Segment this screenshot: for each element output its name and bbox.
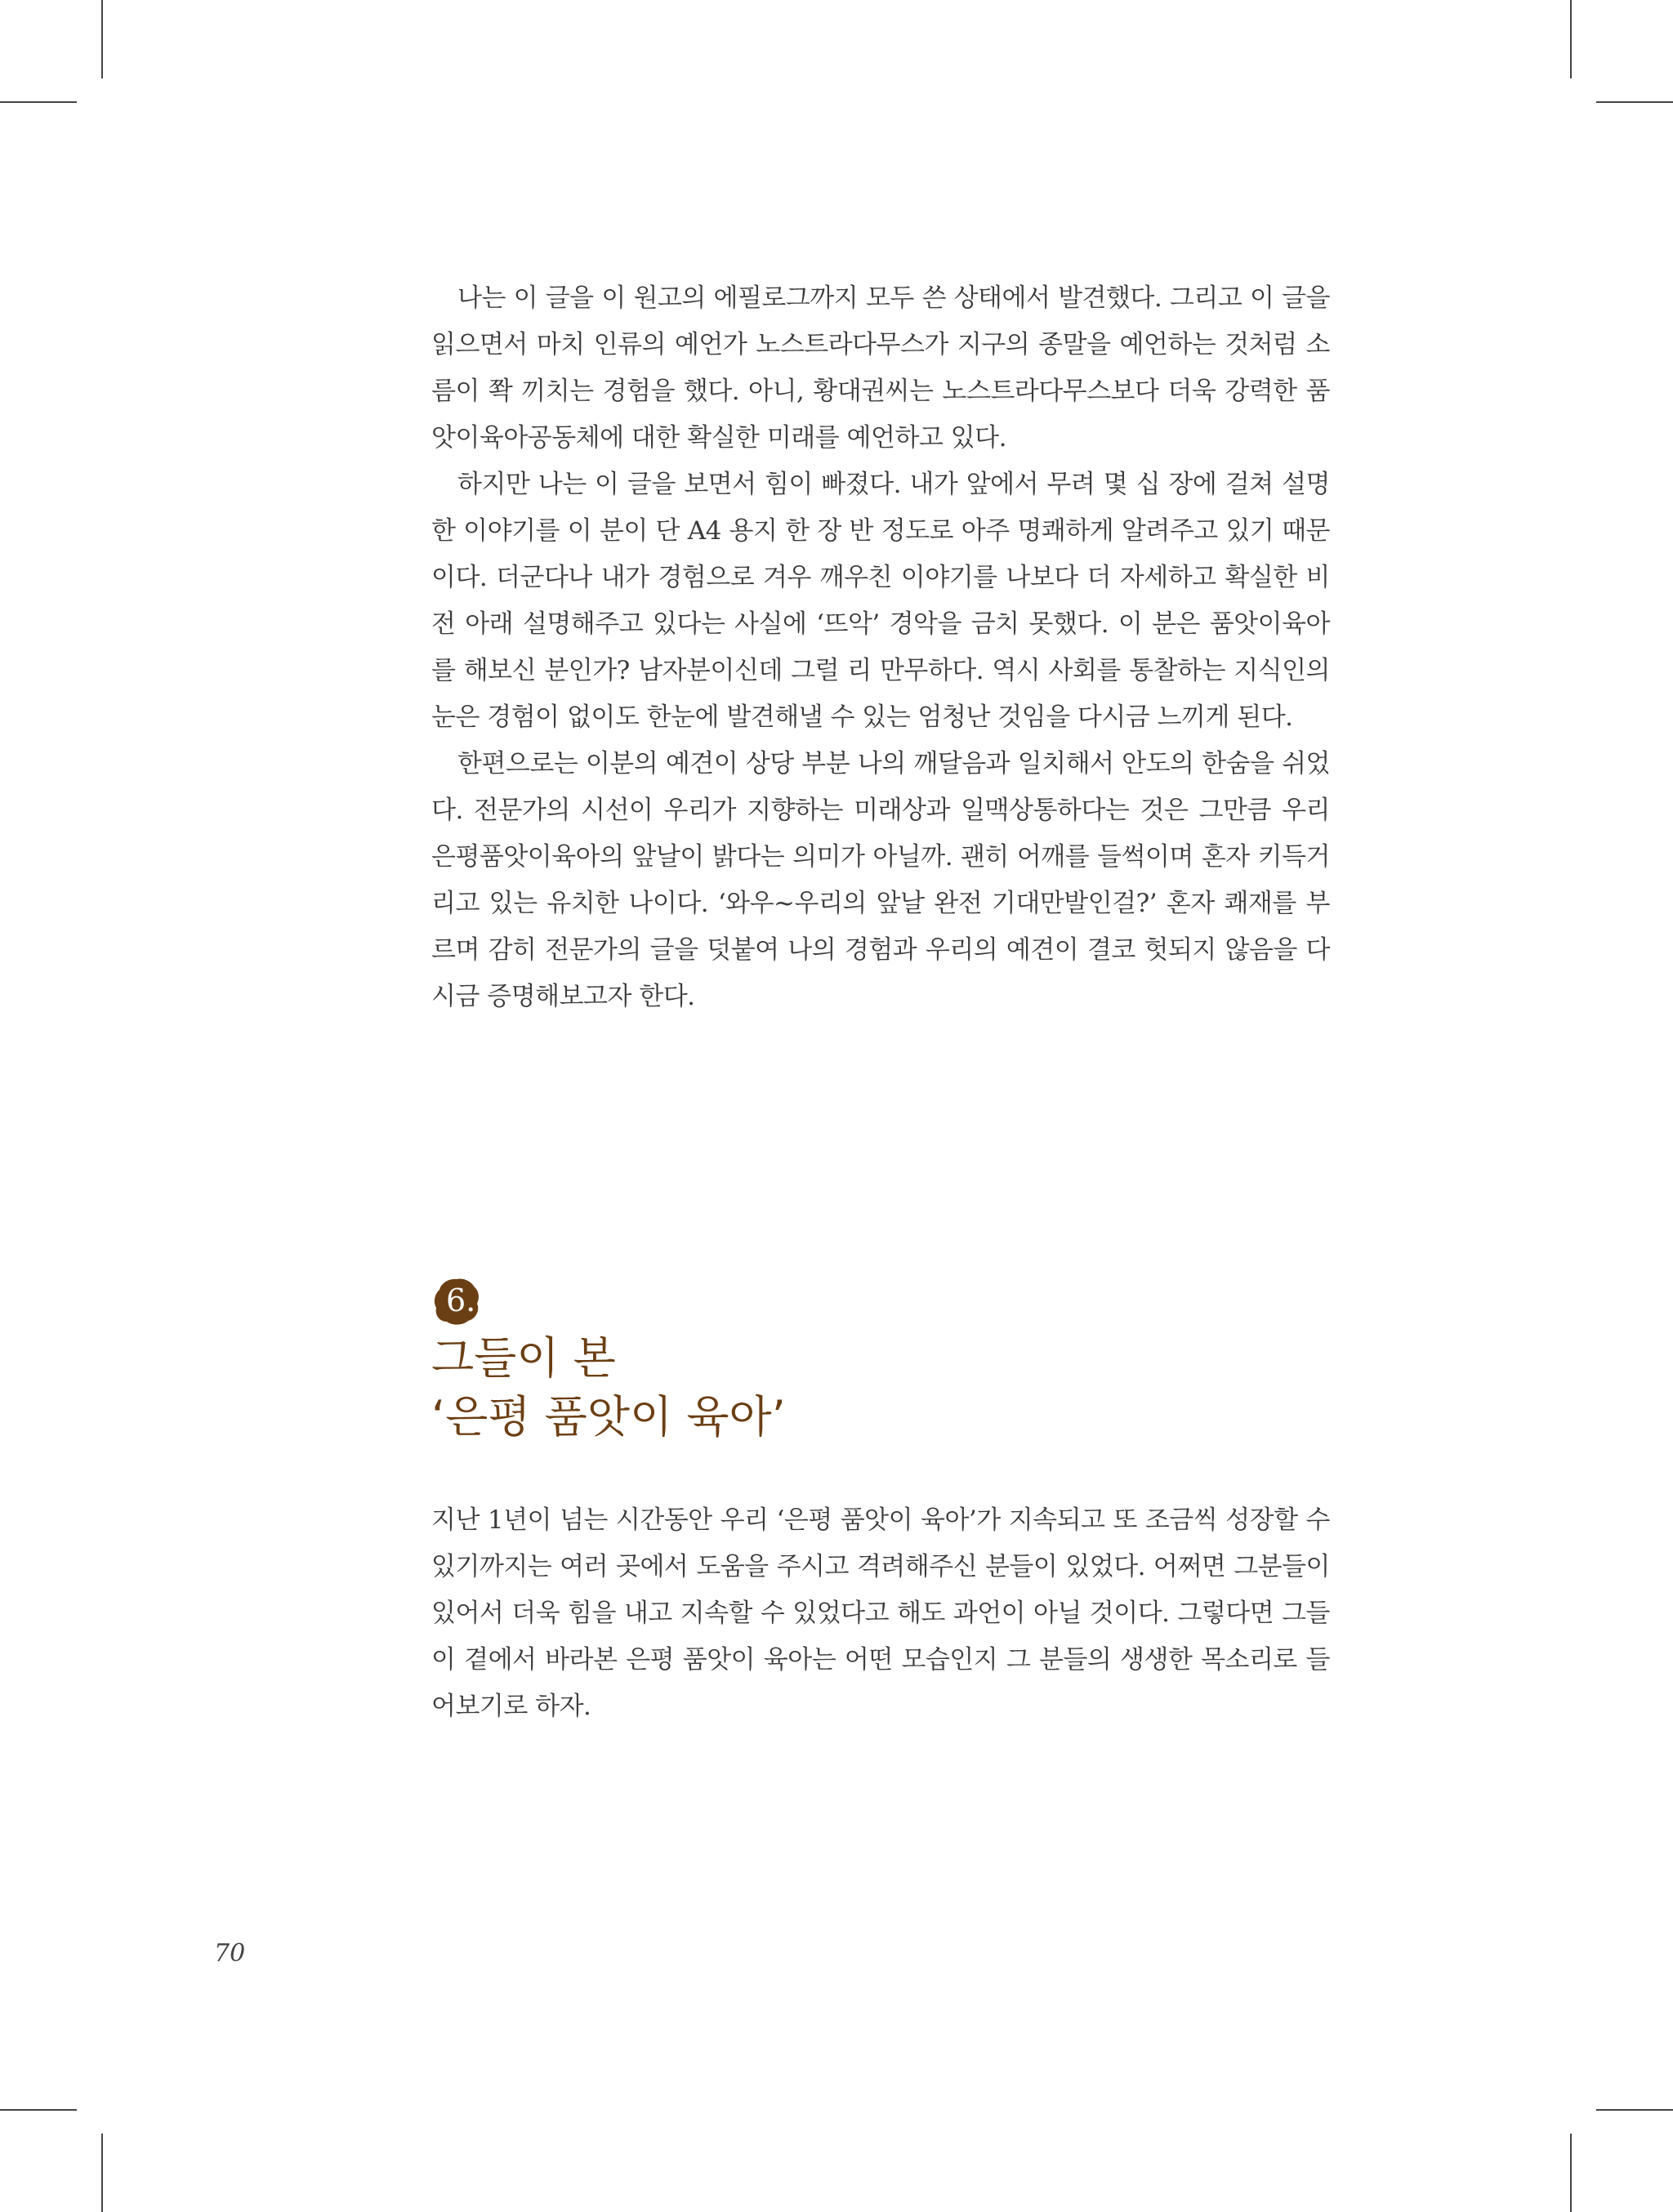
crop-mark-top-left-vertical bbox=[101, 0, 103, 78]
page-number: 70 bbox=[214, 1939, 246, 1968]
section-body-block bbox=[431, 1497, 1330, 1730]
crop-mark-bottom-right-horizontal bbox=[1596, 2109, 1673, 2111]
crop-mark-bottom-right-vertical bbox=[1570, 2134, 1572, 2212]
section-number-badge bbox=[433, 1277, 480, 1326]
section-number: 6. bbox=[446, 1282, 476, 1318]
crop-mark-top-right-vertical bbox=[1570, 0, 1572, 78]
section-body-paragraph: 지난 1년이 넘는 시간동안 우리 ‘은평 품앗이 육아’가 지속되고 또 조금씩 성장할 수 있기까지는 여러 곳에서 도움을 주시고 격려해주신 분들이 있었다. 어쩌면 그분들이 있어서 더욱 힘을 내고 지속할 수 있었다고 해도 과언이 아닐 것이다. 그렇다면 그들이 곁에서 바라본 은평 품앗이 육아는 어떤 모습인지 그 분들의 생생한 목소리로 들어보기로 하자. bbox=[431, 1505, 1330, 1721]
section-title bbox=[431, 1329, 786, 1447]
section-title-line-1: 그들이 본 bbox=[431, 1332, 616, 1384]
intro-paragraph: 하지만 나는 이 글을 보면서 힘이 빠졌다. 내가 앞에서 무려 몇 십 장에 걸쳐 설명한 이야기를 이 분이 단 A4 용지 한 장 반 정도로 아주 명쾌하게 알려주고 있기 때문이다. 더군다나 내가 경험으로 겨우 깨우친 이야기를 나보다 더 자세하고 확실한 비전 아래 설명해주고 있다는 사실에 ‘뜨악’ 경악을 금치 못했다. 이 분은 품앗이육아를 해보신 분인가? 남자분이신데 그럴 리 만무하다. 역시 사회를 통찰하는 지식인의 눈은 경험이 없이도 한눈에 발견해낼 수 있는 엄청난 것임을 다시금 느끼게 된다. bbox=[431, 470, 1330, 732]
intro-text-block bbox=[431, 275, 1330, 1020]
crop-mark-bottom-left-horizontal bbox=[0, 2109, 77, 2111]
crop-mark-top-left-horizontal bbox=[0, 101, 77, 103]
crop-mark-top-right-horizontal bbox=[1596, 101, 1673, 103]
intro-paragraph: 한편으로는 이분의 예견이 상당 부분 나의 깨달음과 일치해서 안도의 한숨을 쉬었다. 전문가의 시선이 우리가 지향하는 미래상과 일맥상통하다는 것은 그만큼 우리 은평품앗이육아의 앞날이 밝다는 의미가 아닐까. 괜히 어깨를 들썩이며 혼자 키득거리고 있는 유치한 나이다. ‘와우~우리의 앞날 완전 기대만발인걸?’ 혼자 쾌재를 부르며 감히 전문가의 글을 덧붙여 나의 경험과 우리의 예견이 결코 헛되지 않음을 다시금 증명해보고자 한다. bbox=[431, 749, 1330, 1011]
crop-mark-bottom-left-vertical bbox=[101, 2134, 103, 2212]
intro-paragraph: 나는 이 글을 이 원고의 에필로그까지 모두 쓴 상태에서 발견했다. 그리고 이 글을 읽으면서 마치 인류의 예언가 노스트라다무스가 지구의 종말을 예언하는 것처럼 소름이 쫙 끼치는 경험을 했다. 아니, 황대권씨는 노스트라다무스보다 더욱 강력한 품앗이육아공동체에 대한 확실한 미래를 예언하고 있다. bbox=[431, 283, 1330, 453]
section-title-line-2: ‘은평 품앗이 육아’ bbox=[431, 1391, 786, 1443]
